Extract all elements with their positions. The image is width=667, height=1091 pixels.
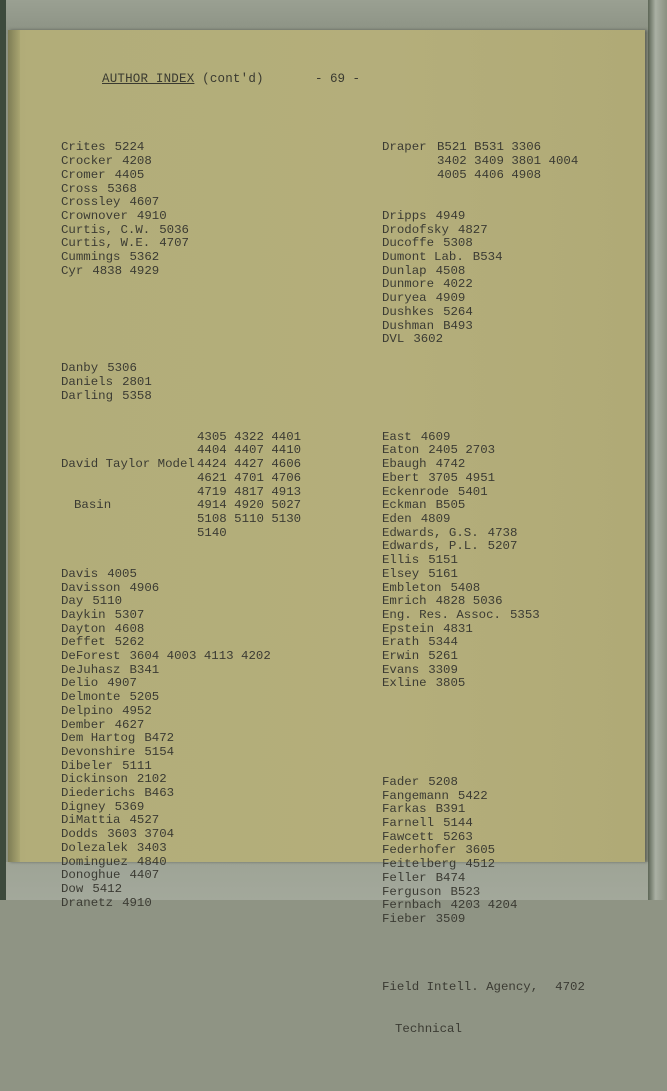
index-entry <box>61 210 301 224</box>
entry-name: Delmonte <box>61 690 121 705</box>
entry-name: Epstein <box>382 621 435 636</box>
index-entry <box>382 609 585 623</box>
entry-refs: B341 <box>129 662 160 677</box>
entry-name: Edwards, P.L. <box>382 539 479 554</box>
index-entry <box>382 306 585 320</box>
index-entry-draper <box>382 141 585 182</box>
entry-refs: 5151 <box>428 553 458 568</box>
index-entry <box>61 828 301 842</box>
entry-refs: 5306 <box>107 361 137 376</box>
document-page <box>8 30 645 1036</box>
entry-refs: 4840 <box>136 854 167 869</box>
entry-name: Davisson <box>61 580 121 595</box>
entry-refs: 5110 <box>92 594 123 609</box>
index-entry <box>382 677 585 691</box>
ref-line: 4404 4407 4410 <box>197 443 302 458</box>
entry-refs: 2801 <box>122 374 152 389</box>
entry-name: Erwin <box>382 649 420 664</box>
index-entry <box>382 265 585 279</box>
entry-name: Dunlap <box>382 263 427 278</box>
index-entry <box>61 732 301 746</box>
entry-name: Dayton <box>61 621 106 636</box>
entry-refs: 4828 5036 <box>435 594 503 609</box>
entry-name: Dodds <box>61 827 99 842</box>
entry-name: Danby <box>61 361 99 376</box>
entry-refs: 5264 <box>443 304 473 319</box>
entry-name: Dranetz <box>61 895 114 910</box>
entry-refs: 5208 <box>428 774 458 789</box>
entry-refs: 5412 <box>92 881 123 896</box>
index-group-f <box>382 776 585 927</box>
entry-refs: B523 <box>450 884 481 899</box>
entry-refs: 5154 <box>144 744 175 759</box>
index-entry <box>61 773 301 787</box>
entry-refs: 5262 <box>114 635 145 650</box>
entry-refs: 4702 <box>555 980 585 995</box>
entry-name: Dickinson <box>61 772 128 787</box>
index-entry <box>382 499 585 513</box>
entry-name: Duryea <box>382 291 427 306</box>
entry-refs: 5111 <box>122 758 152 773</box>
ref-line: 4424 4427 4606 <box>197 457 302 472</box>
ref-line: 5108 5110 5130 <box>197 511 302 526</box>
entry-refs: 2405 2703 <box>428 443 496 458</box>
entry-name: Drodofsky <box>382 222 449 237</box>
index-entry <box>61 760 301 774</box>
entry-refs: B493 <box>443 318 473 333</box>
index-entry <box>382 817 585 831</box>
page-header <box>102 72 264 86</box>
index-entry <box>61 362 301 376</box>
entry-name: Exline <box>382 676 427 691</box>
entry-refs: 4738 <box>487 525 518 540</box>
entry-name: DeJuhasz <box>61 662 121 677</box>
entry-name: Crites <box>61 140 106 155</box>
entry-name: Feitelberg <box>382 857 457 872</box>
entry-name: Curtis, C.W. <box>61 222 151 237</box>
entry-refs: 4949 <box>435 208 466 223</box>
entry-refs: 4627 <box>114 717 145 732</box>
entry-name: Cummings <box>61 250 121 265</box>
entry-name-continued: Basin <box>74 498 112 513</box>
index-entry <box>61 237 301 251</box>
index-entry <box>61 664 301 678</box>
index-entry <box>382 554 585 568</box>
index-title: AUTHOR INDEX <box>102 72 195 86</box>
index-entry <box>382 444 585 458</box>
index-entry <box>61 636 301 650</box>
index-entry <box>61 155 301 169</box>
entry-name: David Taylor Model <box>61 457 195 472</box>
index-entry <box>382 237 585 251</box>
ref-line: 4719 4817 4913 <box>197 484 302 499</box>
entry-name: Fawcett <box>382 829 435 844</box>
page-spine <box>8 30 20 862</box>
entry-refs: B474 <box>435 870 466 885</box>
index-entry <box>382 486 585 500</box>
entry-name: Field Intell. Agency, <box>382 980 539 995</box>
entry-refs: 4831 <box>443 621 473 636</box>
entry-name: Dripps <box>382 208 427 223</box>
index-entry <box>61 582 301 596</box>
entry-name: Dushkes <box>382 304 435 319</box>
entry-name: Elsey <box>382 566 420 581</box>
entry-name: Darling <box>61 388 114 403</box>
entry-refs: B463 <box>144 786 175 801</box>
right-column <box>382 114 585 1091</box>
entry-name: Dominguez <box>61 854 128 869</box>
entry-name: Dunmore <box>382 277 435 292</box>
entry-refs: 3605 <box>465 843 496 858</box>
index-entry <box>382 527 585 541</box>
index-entry <box>382 776 585 790</box>
entry-refs: 4742 <box>435 457 466 472</box>
index-entry <box>61 183 301 197</box>
entry-name: Daykin <box>61 607 106 622</box>
entry-refs: 3603 3704 <box>107 827 175 842</box>
index-entry <box>61 609 301 623</box>
entry-refs: 5368 <box>107 181 137 196</box>
entry-refs: 3509 <box>435 911 466 926</box>
entry-refs: 5401 <box>457 484 488 499</box>
index-entry <box>61 376 301 390</box>
entry-refs: 5344 <box>428 635 458 650</box>
entry-refs: 5308 <box>443 236 473 251</box>
entry-name: Erath <box>382 635 420 650</box>
index-entry <box>61 595 301 609</box>
entry-name: Evans <box>382 662 420 677</box>
index-entry <box>61 869 301 883</box>
entry-name: Ferguson <box>382 884 442 899</box>
entry-refs: 4512 <box>465 857 496 872</box>
index-group-d-continued <box>61 568 301 911</box>
ref-line: 4621 4701 4706 <box>197 470 302 485</box>
entry-refs: B534 <box>472 250 503 265</box>
index-entry <box>61 814 301 828</box>
entry-refs: B472 <box>144 731 175 746</box>
index-entry <box>382 210 585 224</box>
entry-refs: 4405 <box>114 167 145 182</box>
index-entry <box>61 265 301 279</box>
ref-line: 4914 4920 5027 <box>197 498 302 513</box>
ref-line: B521 B531 3306 <box>437 140 542 155</box>
entry-name: Eckman <box>382 498 427 513</box>
index-group-d <box>382 210 585 347</box>
scan-backdrop-top <box>0 0 667 34</box>
entry-name: DiMattia <box>61 813 121 828</box>
entry-name: Cromer <box>61 167 106 182</box>
entry-refs: 5224 <box>114 140 145 155</box>
entry-refs: 3805 <box>435 676 466 691</box>
index-entry <box>382 595 585 609</box>
index-entry <box>382 224 585 238</box>
index-entry <box>61 141 301 155</box>
index-entry <box>61 883 301 897</box>
index-entry <box>61 390 301 404</box>
index-entry <box>382 292 585 306</box>
ref-line: 4305 4322 4401 <box>197 429 302 444</box>
index-entry <box>61 623 301 637</box>
index-entry <box>382 431 585 445</box>
entry-name: Delpino <box>61 703 114 718</box>
entry-refs: 3604 4003 4113 4202 <box>129 649 271 664</box>
entry-refs: 5408 <box>450 580 481 595</box>
index-entry <box>382 472 585 486</box>
index-entry <box>61 251 301 265</box>
entry-name: Crocker <box>61 154 114 169</box>
index-entry <box>382 320 585 334</box>
index-entry <box>61 650 301 664</box>
index-entry <box>382 278 585 292</box>
index-entry <box>61 787 301 801</box>
entry-refs: 4607 <box>129 195 160 210</box>
entry-name: Cross <box>61 181 99 196</box>
entry-name: Digney <box>61 799 106 814</box>
entry-name: Fader <box>382 774 420 789</box>
entry-refs: 3309 <box>428 662 458 677</box>
entry-name: Fangemann <box>382 788 449 803</box>
index-entry <box>61 196 301 210</box>
entry-refs: 4527 <box>129 813 160 828</box>
entry-refs: 4907 <box>107 676 137 691</box>
index-entry <box>61 842 301 856</box>
entry-name: Dember <box>61 717 106 732</box>
entry-name: Crossley <box>61 195 121 210</box>
entry-refs: 4838 4929 <box>92 263 160 278</box>
index-entry-david-taylor <box>61 431 301 541</box>
entry-name: Davis <box>61 566 99 581</box>
entry-refs: 4005 <box>107 566 137 581</box>
index-entry <box>61 897 301 911</box>
index-entry <box>61 568 301 582</box>
index-entry <box>382 858 585 872</box>
entry-name: Farnell <box>382 816 435 831</box>
index-entry <box>382 664 585 678</box>
entry-refs: 5369 <box>114 799 145 814</box>
entry-name: Donoghue <box>61 868 121 883</box>
entry-name: Ducoffe <box>382 236 435 251</box>
entry-refs: 4809 <box>420 511 451 526</box>
entry-refs: 2102 <box>136 772 167 787</box>
entry-name: DeForest <box>61 649 121 664</box>
index-entry <box>382 623 585 637</box>
entry-refs: 4608 <box>114 621 145 636</box>
scanner-frame-right <box>648 0 667 900</box>
index-group-c <box>61 141 301 278</box>
entry-name: Edwards, G.S. <box>382 525 479 540</box>
entry-name: Dem Hartog <box>61 731 136 746</box>
entry-refs: 5144 <box>443 816 473 831</box>
index-subtitle: (cont'd) <box>202 72 264 86</box>
entry-name: Eckenrode <box>382 484 449 499</box>
index-entry <box>382 844 585 858</box>
entry-refs: 5353 <box>509 607 540 622</box>
entry-refs: 5036 <box>159 222 189 237</box>
entry-name: Eaton <box>382 443 420 458</box>
entry-name: DVL <box>382 332 405 347</box>
entry-name: Ellis <box>382 553 420 568</box>
entry-name: Emrich <box>382 594 427 609</box>
ref-line: 3402 3409 3801 4004 <box>437 154 579 169</box>
entry-name: Federhofer <box>382 843 457 858</box>
entry-refs: 4609 <box>420 429 451 444</box>
index-entry <box>382 458 585 472</box>
index-entry-field-intell <box>382 954 585 1064</box>
entry-name: Feller <box>382 870 427 885</box>
index-entry <box>382 790 585 804</box>
index-entry <box>382 650 585 664</box>
entry-refs: 5307 <box>114 607 145 622</box>
entry-refs: 4910 <box>122 895 152 910</box>
entry-refs: 5207 <box>487 539 518 554</box>
entry-name: Dushman <box>382 318 435 333</box>
index-entry <box>382 899 585 913</box>
entry-refs: 4208 <box>122 154 152 169</box>
entry-refs: 4827 <box>457 222 488 237</box>
index-entry <box>382 333 585 347</box>
entry-name: Curtis, W.E. <box>61 236 151 251</box>
entry-refs: 4910 <box>136 208 167 223</box>
index-entry <box>61 746 301 760</box>
entry-name: Dow <box>61 881 84 896</box>
entry-refs: 4952 <box>122 703 152 718</box>
entry-name: Dolezalek <box>61 840 128 855</box>
entry-name: Fernbach <box>382 898 442 913</box>
entry-name: Devonshire <box>61 744 136 759</box>
entry-name: Deffet <box>61 635 106 650</box>
entry-refs: 4906 <box>129 580 160 595</box>
ref-line: 4005 4406 4908 <box>437 167 542 182</box>
entry-name: Draper <box>382 140 427 155</box>
entry-refs: B505 <box>435 498 466 513</box>
entry-refs: 4022 <box>443 277 473 292</box>
entry-name: Ebaugh <box>382 457 427 472</box>
entry-name: Diederichs <box>61 786 136 801</box>
entry-name: Embleton <box>382 580 442 595</box>
entry-name-continued: Technical <box>395 1021 462 1036</box>
entry-refs: 4508 <box>435 263 466 278</box>
entry-refs: 4707 <box>159 236 189 251</box>
index-group-e <box>382 431 585 691</box>
entry-name: Crownover <box>61 208 128 223</box>
entry-refs: 4407 <box>129 868 160 883</box>
entry-refs: 5205 <box>129 690 160 705</box>
index-entry <box>61 801 301 815</box>
index-entry <box>382 540 585 554</box>
scanner-frame-left <box>0 0 6 900</box>
index-entry <box>382 831 585 845</box>
entry-refs: 5263 <box>443 829 473 844</box>
page-number: - 69 - <box>315 72 361 86</box>
entry-refs: 5362 <box>129 250 160 265</box>
entry-name: Dibeler <box>61 758 114 773</box>
index-entry <box>382 803 585 817</box>
index-entry <box>61 691 301 705</box>
entry-refs: 3602 <box>413 332 444 347</box>
index-entry <box>382 251 585 265</box>
index-entry <box>61 705 301 719</box>
index-entry <box>61 677 301 691</box>
index-entry <box>382 636 585 650</box>
entry-name: Eng. Res. Assoc. <box>382 607 501 622</box>
entry-name: Ebert <box>382 470 420 485</box>
entry-name: East <box>382 429 412 444</box>
index-entry <box>382 513 585 527</box>
entry-refs: 5261 <box>428 649 458 664</box>
entry-refs: 5422 <box>457 788 488 803</box>
index-entry <box>61 169 301 183</box>
index-entry <box>382 872 585 886</box>
entry-name: Fieber <box>382 911 427 926</box>
entry-refs <box>437 141 585 182</box>
index-entry <box>382 886 585 900</box>
entry-name: Cyr <box>61 263 84 278</box>
entry-name: Eden <box>382 511 412 526</box>
index-entry <box>61 856 301 870</box>
entry-name: Day <box>61 594 84 609</box>
entry-refs: 4909 <box>435 291 466 306</box>
entry-refs: 3403 <box>136 840 167 855</box>
index-entry <box>382 913 585 927</box>
index-entry <box>382 582 585 596</box>
index-entry <box>61 224 301 238</box>
entry-name: Delio <box>61 676 99 691</box>
entry-name: Dumont Lab. <box>382 250 464 265</box>
entry-refs: 4203 4204 <box>450 898 518 913</box>
entry-refs: 5161 <box>428 566 458 581</box>
entry-name: Daniels <box>61 374 114 389</box>
ref-line: 5140 <box>197 525 227 540</box>
entry-refs: B391 <box>435 802 466 817</box>
index-entry <box>61 719 301 733</box>
entry-name: Farkas <box>382 802 427 817</box>
index-group-d <box>61 362 301 403</box>
entry-refs: 5358 <box>122 388 152 403</box>
index-entry <box>382 568 585 582</box>
entry-refs: 3705 4951 <box>428 470 496 485</box>
entry-refs <box>197 431 301 541</box>
left-column <box>61 114 301 938</box>
